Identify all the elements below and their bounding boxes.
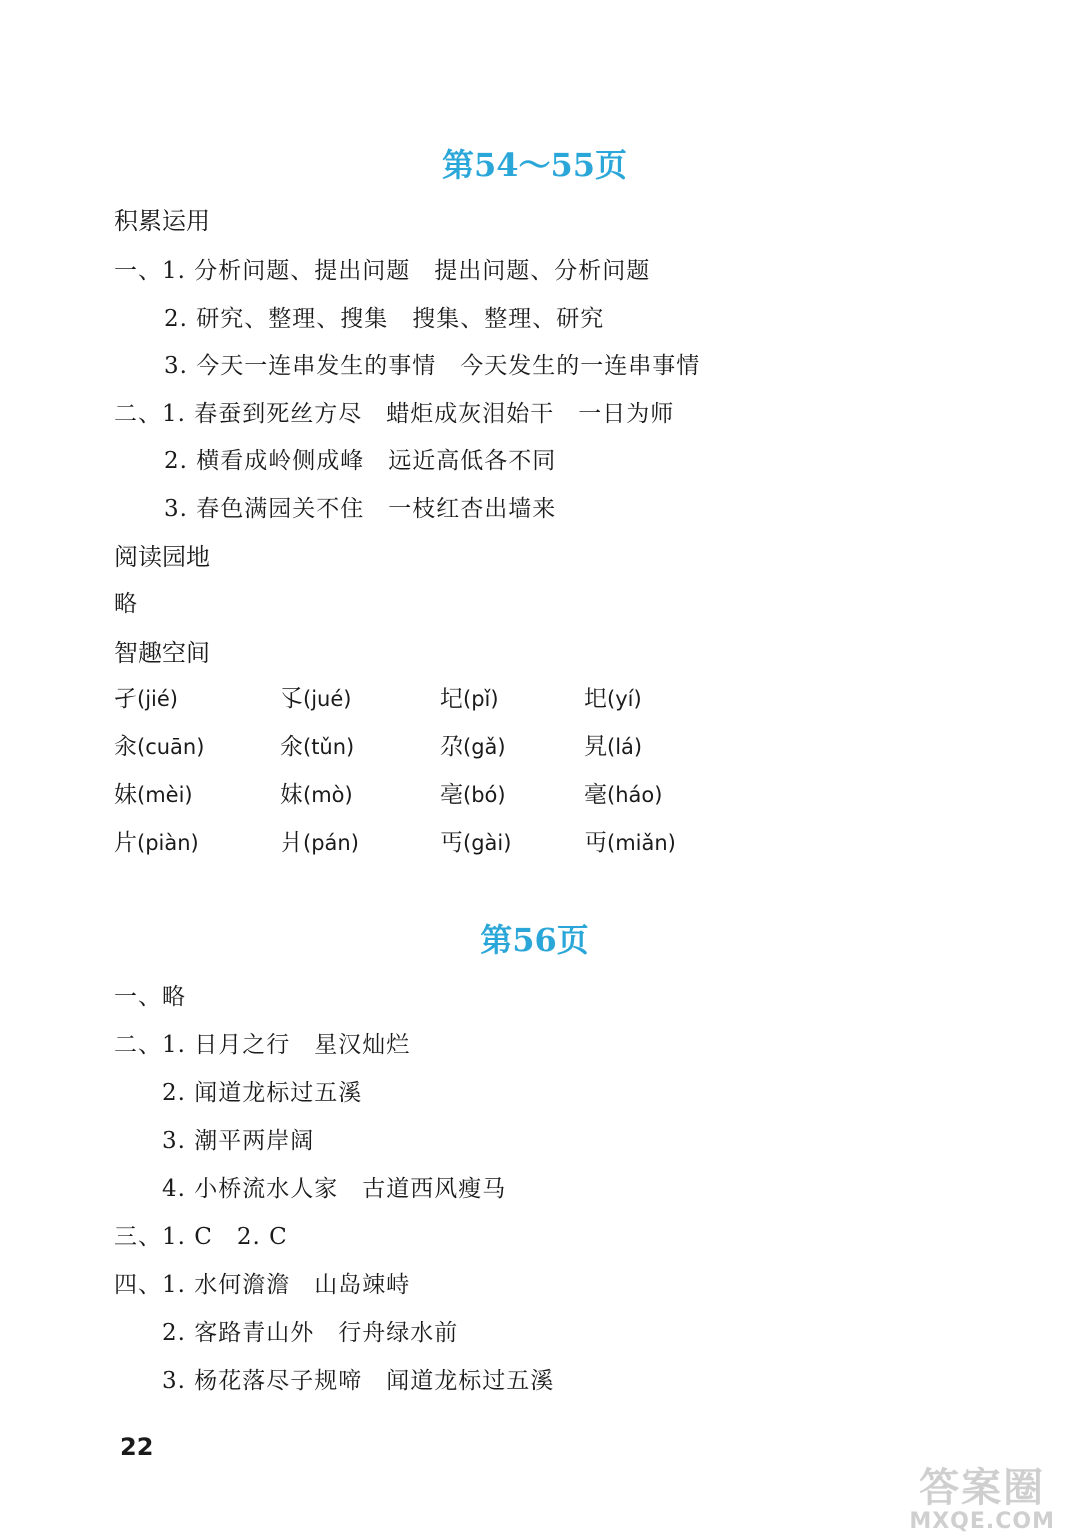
char-cell: 丏(miǎn): [584, 830, 676, 856]
char-cell: 旯(lá): [584, 734, 643, 760]
answer-56-3: 三、1. C 2. C: [114, 1224, 288, 1250]
watermark-en: MXQE.COM: [909, 1509, 1055, 1534]
answer-1-3: 3. 今天一连串发生的事情 今天发生的一连串事情: [164, 353, 701, 379]
char-cell: 毫(háo): [584, 782, 663, 808]
char-cell: 亳(bó): [440, 782, 506, 808]
watermark-cn: 答案圈: [919, 1465, 1046, 1511]
watermark-logo: [909, 1466, 1055, 1534]
char-cell: 氽(tǔn): [280, 734, 355, 760]
char-cell: 妺(mò): [280, 782, 353, 808]
char-cell: 圮(pǐ): [440, 686, 499, 712]
char-cell: 妹(mèi): [114, 782, 193, 808]
answer-56-4-1: 四、1. 水何澹澹 山岛竦峙: [114, 1272, 411, 1298]
answer-56-2-3: 3. 潮平两岸阔: [162, 1128, 315, 1154]
page-heading-54-55: 第54～55页: [441, 146, 628, 184]
answer-56-4-3: 3. 杨花落尽子规啼 闻道龙标过五溪: [162, 1368, 555, 1394]
answer-56-2-2: 2. 闻道龙标过五溪: [162, 1080, 363, 1106]
answer-1-1: 一、1. 分析问题、提出问题 提出问题、分析问题: [114, 258, 651, 284]
answer-2-1: 二、1. 春蚕到死丝方尽 蜡炬成灰泪始干 一日为师: [114, 401, 675, 427]
char-cell: 尕(gǎ): [440, 734, 506, 760]
reading-answer: 略: [114, 591, 138, 617]
section-title-fun-space: 智趣空间: [114, 639, 210, 667]
answer-2-2: 2. 横看成岭侧成峰 远近高低各不同: [164, 448, 557, 474]
answer-56-4-2: 2. 客路青山外 行舟绿水前: [162, 1320, 459, 1346]
char-cell: 孑(jié): [114, 686, 178, 712]
char-cell: 爿(pán): [280, 830, 359, 856]
section-title-accumulation: 积累运用: [114, 207, 210, 235]
answer-56-2-1: 二、1. 日月之行 星汉灿烂: [114, 1032, 411, 1058]
page-heading-56: 第56页: [480, 921, 589, 959]
char-cell: 丐(gài): [440, 830, 512, 856]
answer-56-1: 一、略: [114, 984, 186, 1010]
char-cell: 汆(cuān): [114, 734, 205, 760]
answer-1-2: 2. 研究、整理、搜集 搜集、整理、研究: [164, 306, 605, 332]
section-title-reading: 阅读园地: [114, 543, 210, 571]
answer-2-3: 3. 春色满园关不住 一枝红杏出墙来: [164, 496, 557, 522]
page-number: 22: [120, 1433, 154, 1461]
char-cell: 片(piàn): [114, 830, 199, 856]
char-cell: 孓(jué): [280, 686, 352, 712]
answer-56-2-4: 4. 小桥流水人家 古道西风瘦马: [162, 1176, 507, 1202]
char-cell: 圯(yí): [584, 686, 642, 712]
